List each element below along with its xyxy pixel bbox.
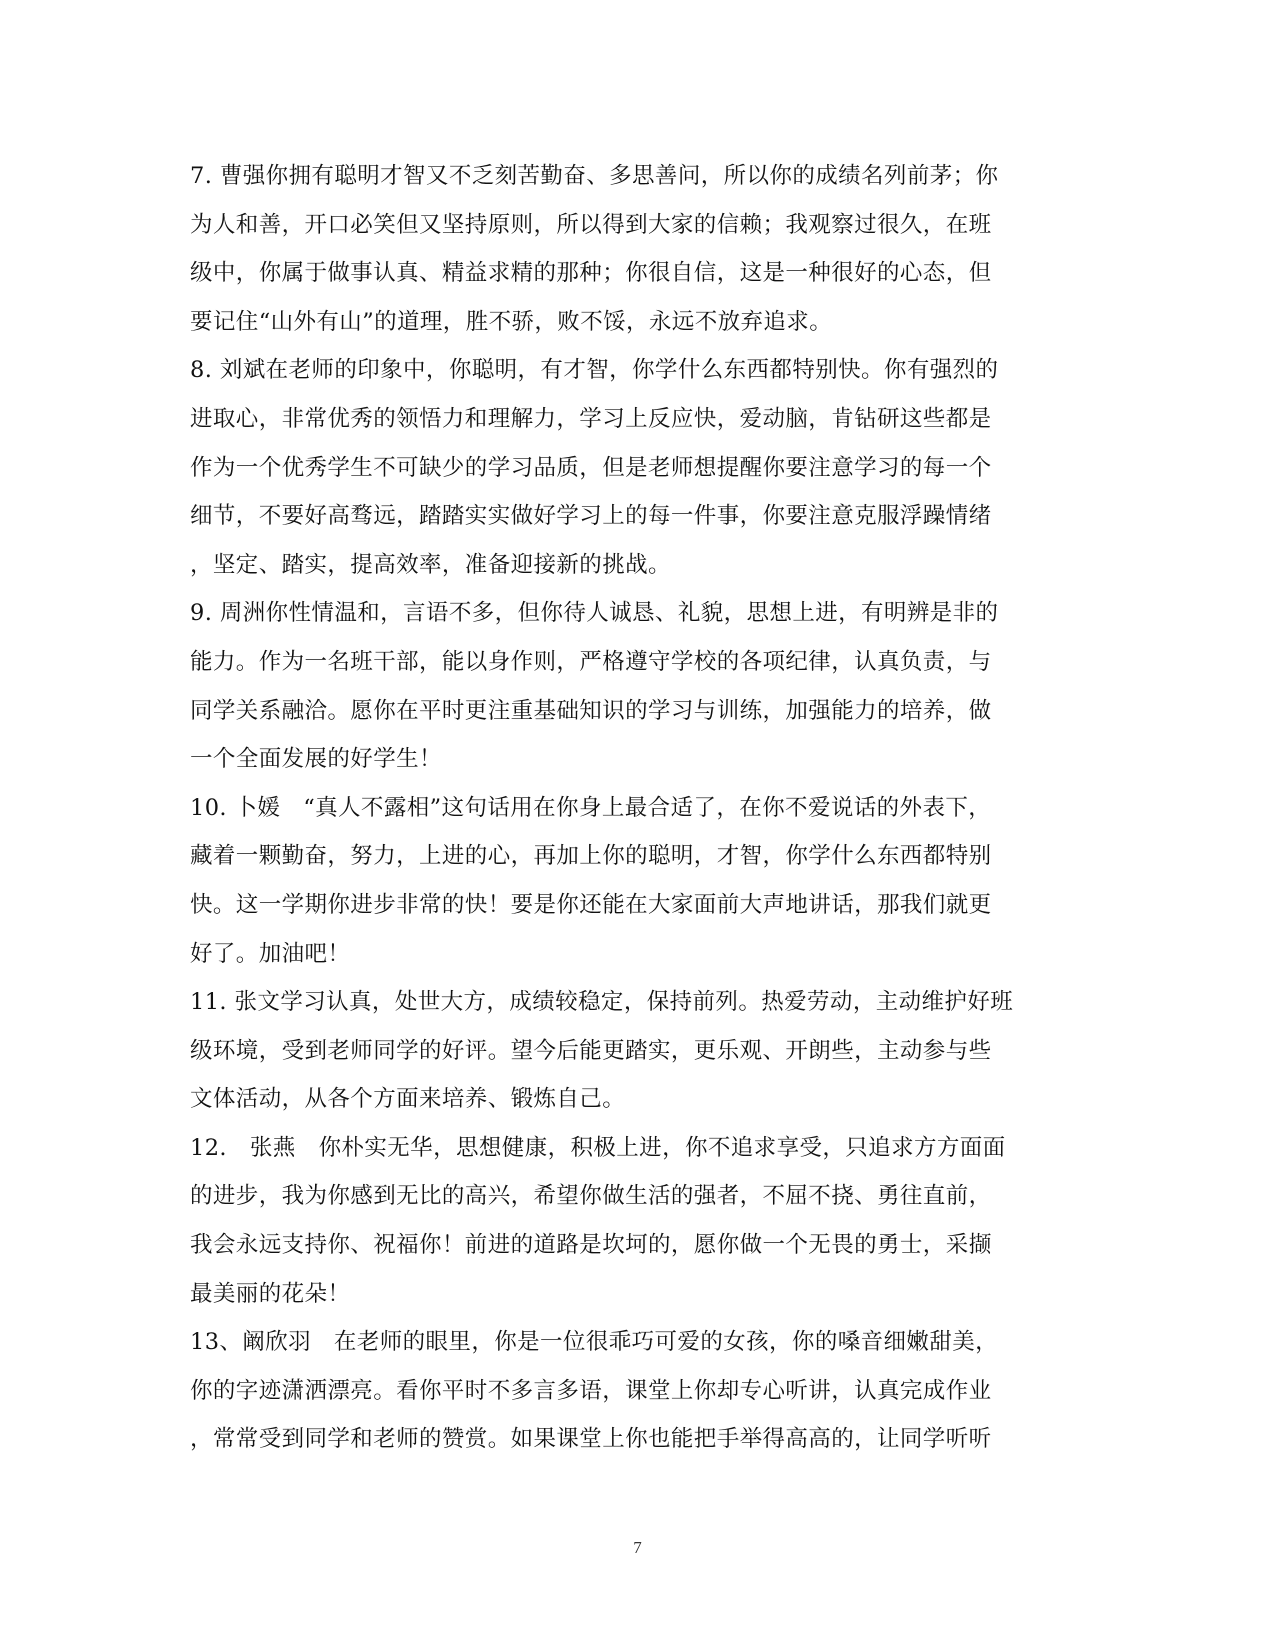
text-line: 细节，不要好高骛远，踏踏实实做好学习上的每一件事，你要注意克服浮躁情绪	[190, 503, 992, 530]
document-body	[190, 152, 1070, 1464]
page-number: 7	[633, 1538, 642, 1557]
text-line: 要记住“山外有山”的道理，胜不骄，败不馁，永远不放弃追求。	[190, 308, 833, 335]
text-line: 8. 刘斌在老师的印象中，你聪明，有才智，你学什么东西都特别快。你有强烈的	[190, 357, 999, 384]
text-line: 好了。加油吧！	[190, 940, 351, 967]
text-line: 文体活动，从各个方面来培养、锻炼自己。	[190, 1086, 626, 1113]
text-line: 一个全面发展的好学生！	[190, 746, 442, 773]
text-line: 11. 张文学习认真，处世大方，成绩较稳定，保持前列。热爱劳动，主动维护好班	[190, 989, 1014, 1016]
text-line: 9. 周洲你性情温和，言语不多，但你待人诚恳、礼貌，思想上进，有明辨是非的	[190, 600, 999, 627]
text-line: 12. 张燕 你朴实无华，思想健康，积极上进，你不追求享受，只追求方方面面	[190, 1134, 1006, 1161]
text-line: ，坚定、踏实，提高效率，准备迎接新的挑战。	[190, 551, 671, 578]
text-line: 级环境，受到老师同学的好评。望今后能更踏实，更乐观、开朗些，主动参与些	[190, 1037, 992, 1064]
text-line: 能力。作为一名班干部，能以身作则，严格遵守学校的各项纪律，认真负责，与	[190, 648, 992, 675]
text-line: 13、阚欣羽 在老师的眼里，你是一位很乖巧可爱的女孩，你的嗓音细嫩甜美，	[190, 1329, 999, 1356]
text-line: 同学关系融洽。愿你在平时更注重基础知识的学习与训练，加强能力的培养，做	[190, 697, 992, 724]
text-line: 最美丽的花朵！	[190, 1280, 351, 1307]
text-line: ，常常受到同学和老师的赞赏。如果课堂上你也能把手举得高高的，让同学听听	[190, 1426, 992, 1453]
text-line: 为人和善，开口必笑但又坚持原则，所以得到大家的信赖；我观察过很久，在班	[190, 211, 992, 238]
text-line: 作为一个优秀学生不可缺少的学习品质，但是老师想提醒你要注意学习的每一个	[190, 454, 992, 481]
text-line: 你的字迹潇洒漂亮。看你平时不多言多语，课堂上你却专心听讲，认真完成作业	[190, 1377, 992, 1404]
text-line: 10. 卜媛 “真人不露相”这句话用在你身上最合适了，在你不爱说话的外表下，	[190, 794, 992, 821]
text-line: 级中，你属于做事认真、精益求精的那种；你很自信，这是一种很好的心态，但	[190, 260, 992, 287]
text-line: 进取心，非常优秀的领悟力和理解力，学习上反应快，爱动脑，肯钻研这些都是	[190, 405, 992, 432]
text-line: 藏着一颗勤奋，努力，上进的心，再加上你的聪明，才智，你学什么东西都特别	[190, 843, 992, 870]
text-line: 快。这一学期你进步非常的快！要是你还能在大家面前大声地讲话，那我们就更	[190, 891, 992, 918]
text-line: 我会永远支持你、祝福你！前进的道路是坎坷的，愿你做一个无畏的勇士，采撷	[190, 1232, 992, 1259]
text-line: 的进步，我为你感到无比的高兴，希望你做生活的强者，不屈不挠、勇往直前，	[190, 1183, 992, 1210]
text-line: 7. 曹强你拥有聪明才智又不乏刻苦勤奋、多思善问，所以你的成绩名列前茅；你	[190, 163, 999, 189]
